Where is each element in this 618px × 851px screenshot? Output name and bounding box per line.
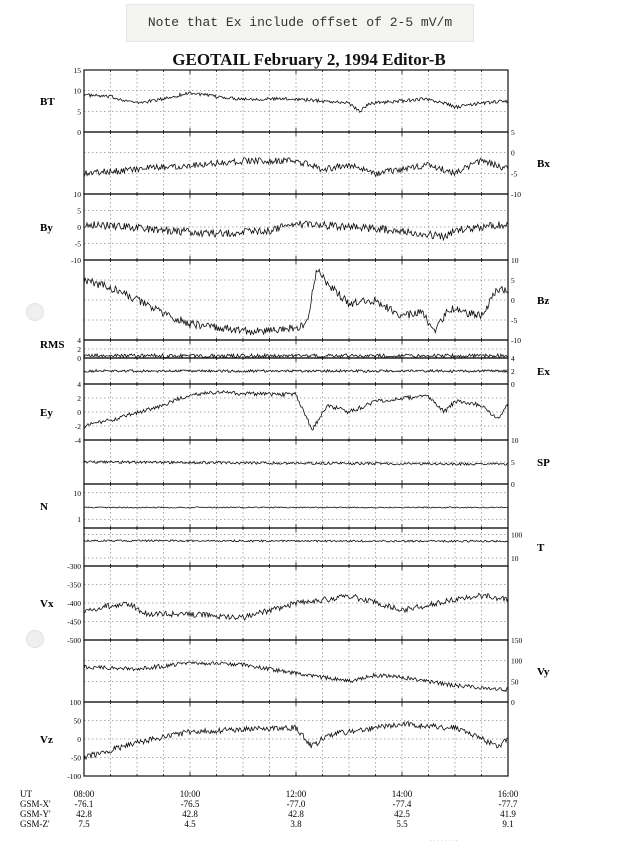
tick-label: 50 [511, 677, 519, 687]
panel-sp [84, 436, 550, 489]
footer-label: GSM-Y' [20, 809, 51, 819]
tick-label: 0 [77, 735, 81, 744]
footer-value: 42.8 [76, 809, 92, 819]
tick-label: 0 [77, 408, 81, 417]
panel-label-by: By [40, 222, 53, 234]
tick-label: 10 [73, 86, 81, 96]
footer-value: 14:00 [391, 789, 413, 799]
offset-note: Note that Ex include offset of 2-5 mV/m [126, 4, 474, 42]
panel-label-sp: SP [537, 457, 550, 469]
footer-value: 42.8 [288, 809, 304, 819]
panel-label-vz: Vz [40, 734, 53, 746]
tick-label: -10 [511, 336, 521, 345]
panel-bx [84, 128, 550, 199]
tick-label: 0 [77, 354, 81, 363]
panel-label-rms: RMS [40, 339, 65, 351]
tick-label: -5 [74, 239, 81, 249]
footer-value: -77.4 [392, 799, 412, 809]
tick-label: 4 [511, 354, 515, 363]
panel-label-bt: BT [40, 96, 55, 108]
tick-label: 10 [511, 554, 519, 564]
tick-label: -10 [71, 256, 81, 265]
tick-label: -100 [67, 772, 81, 781]
tick-label: 5 [511, 128, 515, 137]
tick-label: -4 [74, 436, 81, 445]
tick-label: 0 [511, 148, 515, 158]
tick-label: 10 [511, 436, 519, 445]
tick-label: -2 [74, 422, 81, 431]
footer-value: -77.0 [286, 799, 306, 809]
footer-label: GSM-Z' [20, 819, 50, 829]
footer-value: 10:00 [179, 789, 201, 799]
trace-bx [84, 158, 508, 177]
tick-label: 10 [73, 488, 81, 498]
tick-label: -350 [67, 580, 81, 590]
tick-label: 4 [77, 336, 81, 345]
footer-label: GSM-X' [20, 799, 51, 809]
tick-label: 1 [77, 515, 81, 525]
tick-label: 50 [73, 716, 81, 726]
tick-label: 0 [77, 128, 81, 137]
tick-label: -300 [67, 562, 81, 571]
panel-label-vy: Vy [537, 666, 550, 678]
footer-value: 08:00 [73, 789, 95, 799]
tick-label: 5 [511, 276, 515, 285]
panel-t [84, 528, 545, 566]
footer-value: 3.8 [290, 819, 302, 829]
panel-by [40, 190, 508, 265]
tick-label: -400 [67, 599, 81, 608]
panel-bt [40, 66, 508, 137]
panel-vx [40, 562, 508, 645]
panel-vy [84, 636, 550, 707]
footer-value: 42.5 [394, 809, 410, 819]
footer-value: -76.5 [180, 799, 200, 809]
footer-coordinates [20, 789, 519, 829]
scan-stamp: · · · · · · · · [430, 838, 458, 844]
tick-label: 100 [511, 530, 523, 540]
tick-label: 2 [511, 367, 515, 376]
tick-label: -500 [67, 636, 81, 645]
panel-label-t: T [537, 542, 545, 554]
tick-label: 10 [511, 256, 519, 265]
tick-label: 2 [77, 394, 81, 403]
tick-label: 150 [511, 636, 523, 645]
tick-label: -450 [67, 617, 81, 627]
panel-ey [40, 380, 508, 445]
footer-value: -76.1 [74, 799, 94, 809]
panel-bz [84, 256, 549, 345]
tick-label: 0 [511, 380, 515, 389]
footer-value: 12:00 [285, 789, 307, 799]
footer-value: -77.7 [498, 799, 518, 809]
panel-label-ex: Ex [537, 366, 550, 378]
tick-label: 5 [511, 458, 515, 467]
footer-value: 42.8 [182, 809, 198, 819]
panel-label-bz: Bz [537, 295, 550, 307]
footer-value: 16:00 [497, 789, 519, 799]
footer-value: 4.5 [184, 819, 196, 829]
tick-label: 4 [77, 380, 81, 389]
footer-value: 5.5 [396, 819, 408, 829]
footer-label: UT [20, 789, 32, 799]
tick-label: 0 [511, 480, 515, 489]
tick-label: 100 [69, 698, 81, 707]
chart-title: GEOTAIL February 2, 1994 Editor-B [172, 50, 446, 69]
footer-value: 41.9 [500, 809, 516, 819]
tick-label: 100 [511, 656, 523, 666]
tick-label: 5 [77, 107, 81, 117]
tick-label: -5 [511, 169, 518, 179]
trace-n [84, 507, 508, 508]
tick-label: 15 [73, 66, 81, 75]
footer-value: 9.1 [502, 819, 514, 829]
panel-label-n: N [40, 501, 48, 513]
tick-label: 0 [511, 296, 515, 305]
tick-label: 0 [77, 223, 81, 232]
tick-label: -10 [511, 190, 521, 199]
tick-label: 10 [73, 190, 81, 199]
panel-vz [40, 698, 508, 781]
tick-label: -5 [511, 316, 518, 325]
panel-n [40, 484, 508, 528]
tick-label: -50 [71, 753, 81, 763]
footer-value: 7.5 [78, 819, 90, 829]
panel-label-ey: Ey [40, 407, 53, 419]
tick-label: 0 [511, 698, 515, 707]
tick-label: 2 [77, 345, 81, 354]
panel-label-bx: Bx [537, 158, 550, 170]
tick-label: 5 [77, 206, 81, 216]
panel-label-vx: Vx [40, 598, 54, 610]
